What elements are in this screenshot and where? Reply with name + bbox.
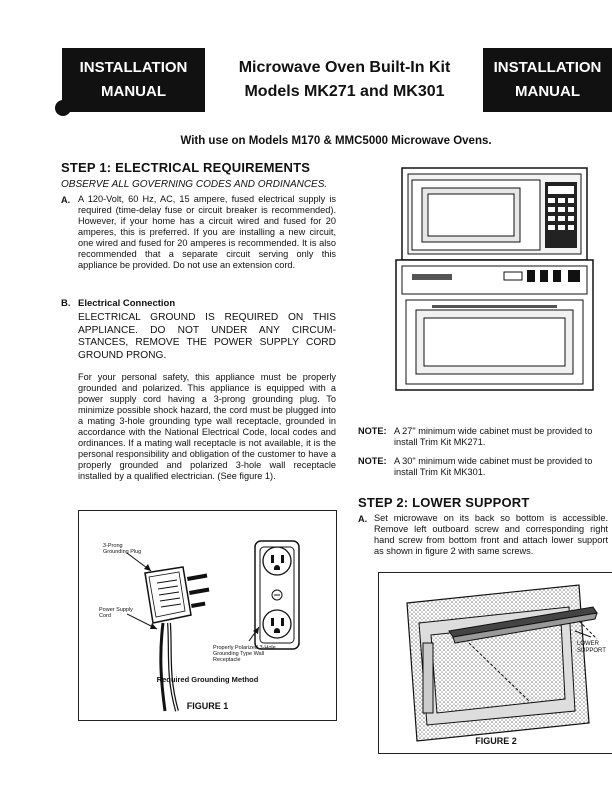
header-title-line2: Models MK271 and MK301	[244, 83, 445, 100]
note-2-text: A 30" minimum wide cabinet must be provided to install Trim Kit MK301.	[394, 456, 593, 477]
step1-a-text: A 120-Volt, 60 Hz, AC, 15 ampere, fused electrical supply is required (time-delay fuse or circuit breaker is recommended). However, if your home has a circuit wired and fused for 20 amperes, this is preferred. If you are installing a new circuit, one wired and fused for 20 amperes is recommended. It is also recommended that a separate circuit serving only this appliance be provided. Do not use an extension cord.	[78, 194, 336, 270]
header-title-line1: Microwave Oven Built-In Kit	[238, 59, 451, 76]
step2-a-label: A.	[358, 514, 368, 524]
figure1-caption: Required Grounding Method	[156, 675, 259, 684]
note-1-label: NOTE:	[358, 426, 387, 436]
note-1	[358, 426, 608, 448]
header-right-line1: INSTALLATION	[493, 59, 602, 76]
step1-a-label: A.	[61, 195, 71, 205]
header-left-line1: INSTALLATION	[79, 59, 188, 76]
step2-heading: STEP 2: LOWER SUPPORT	[358, 495, 530, 510]
note-2	[358, 456, 608, 478]
figure2-box	[378, 572, 612, 754]
step2-a-text: Set microwave on its back so bottom is accessible. Remove left outboard screw and corresponding right hand screw from bottom front and attach lower support as shown in figure 2 with same screws.	[374, 513, 608, 556]
header-left-line2: MANUAL	[101, 83, 166, 100]
header-left-box	[62, 48, 205, 112]
note-2-label: NOTE:	[358, 456, 387, 466]
microwave-on-back-icon	[407, 585, 589, 741]
figure1-label-plug: 3-Prong Grounding Plug	[103, 543, 142, 555]
figure2-illustration	[379, 573, 612, 753]
figure1-label: FIGURE 1	[186, 701, 229, 711]
step1-b-heading: Electrical Connection	[78, 298, 176, 309]
step1-b-caps: ELECTRICAL GROUND IS REQUIRED ON THIS APPLIANCE. DO NOT UNDER ANY CIRCUM-STANCES, REMOVE THE POWER SUPPLY CORD GROUND PRONG.	[78, 312, 336, 361]
step1-b-label: B.	[61, 298, 71, 309]
figure2-label: FIGURE 2	[475, 736, 517, 746]
header-title	[222, 56, 467, 104]
step1-b-text: For your personal safety, this appliance must be properly grounded and polarized. This appliance is equipped with a power supply cord having a 3-prong grounding plug. To minimize possible shock hazard, the cord must be plugged into a mating 3-hole grounding type wall receptacle, grounded in accordance with the National Electrical Code, local codes and ordinances. If a mating wall receptacle is not available, it is the personal responsibility and obligation of the customer to have a properly grounded and polarized 3-hole wall receptacle installed by a qualified electrician. (See figure 1).	[78, 372, 336, 481]
figure1-label-cord: Power Supply Cord	[99, 607, 133, 619]
figure2-label-support: LOWER SUPPORT	[577, 641, 606, 654]
note-1-text: A 27" minimum wide cabinet must be provided to install Trim Kit MK271.	[394, 426, 593, 447]
step1-heading: STEP 1: ELECTRICAL REQUIREMENTS	[61, 160, 311, 175]
microwave-wall-oven-illustration	[372, 160, 612, 400]
header-right-box	[483, 48, 612, 112]
wall-receptacle-icon	[255, 541, 299, 649]
step1-observe: OBSERVE ALL GOVERNING CODES AND ORDINANCES.	[61, 179, 328, 190]
figure1-label-receptacle: Properly Polarized 3-Hole Grounding Type Wall Receptacle	[213, 645, 276, 663]
header-right-line2: MANUAL	[515, 83, 580, 100]
grounding-plug-icon	[145, 567, 209, 623]
subtitle: With use on Models M170 & MMC5000 Microwave Ovens.	[180, 135, 492, 147]
figure1-box	[78, 510, 337, 721]
